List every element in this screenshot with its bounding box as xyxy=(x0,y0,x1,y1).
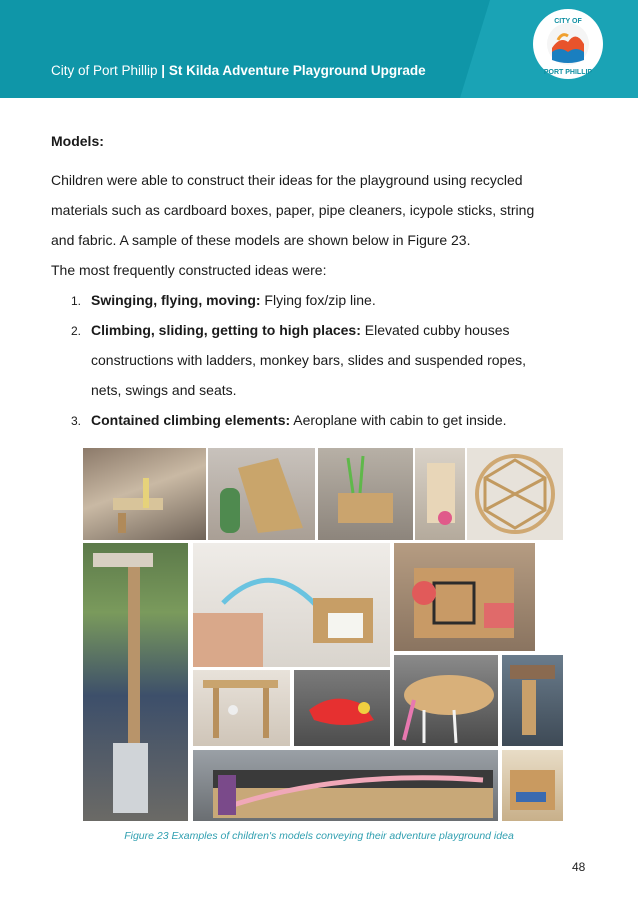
header-title xyxy=(51,63,426,78)
model-photo-2 xyxy=(208,448,315,540)
list-item-2-cont-1: constructions with ladders, monkey bars, slides and suspended ropes, xyxy=(91,352,527,368)
model-photo-8 xyxy=(394,543,535,651)
list-item-1-text: Flying fox/zip line. xyxy=(260,292,376,308)
paragraph-line-2: materials such as cardboard boxes, paper, pipe cleaners, icypole sticks, string xyxy=(51,202,535,218)
list-item-1-bold: Swinging, flying, moving: xyxy=(91,292,261,308)
list-item-3-text: Aeroplane with cabin to get inside. xyxy=(290,412,507,428)
list-number-3: 3. xyxy=(71,414,82,428)
list-item-3-bold: Contained climbing elements: xyxy=(91,412,291,428)
figure-caption: Figure 23 Examples of children's models conveying their adventure playground idea xyxy=(124,830,514,842)
list-item-3 xyxy=(91,412,507,428)
paragraph-line-1: Children were able to construct their ideas for the playground using recycled xyxy=(51,172,523,188)
model-photo-4 xyxy=(415,448,465,540)
page-header xyxy=(0,0,638,98)
model-photo-5 xyxy=(467,448,563,540)
list-item-2-cont-2: nets, swings and seats. xyxy=(91,382,237,398)
model-photo-6 xyxy=(83,543,188,821)
model-photo-7 xyxy=(193,543,390,667)
list-number-2: 2. xyxy=(71,324,82,338)
model-photo-12 xyxy=(502,655,563,746)
list-item-2-bold: Climbing, sliding, getting to high places: xyxy=(91,322,361,338)
list-item-2 xyxy=(91,322,510,338)
header-separator: | xyxy=(157,63,169,78)
list-item-1 xyxy=(91,292,376,308)
model-photo-3 xyxy=(318,448,413,540)
paragraph-line-4: The most frequently constructed ideas were: xyxy=(51,262,327,278)
model-photo-1 xyxy=(83,448,206,540)
paragraph-line-3: and fabric. A sample of these models are shown below in Figure 23. xyxy=(51,232,471,248)
page-number: 48 xyxy=(572,860,586,874)
model-photo-10 xyxy=(294,670,390,746)
model-photo-14 xyxy=(502,750,563,821)
header-org: City of Port Phillip xyxy=(51,63,158,78)
city-logo-icon xyxy=(532,8,604,80)
section-heading: Models: xyxy=(51,133,104,149)
list-item-2-text: Elevated cubby houses xyxy=(360,322,510,338)
logo-text-top: CITY OF xyxy=(554,18,582,25)
header-project: St Kilda Adventure Playground Upgrade xyxy=(168,63,426,78)
list-number-1: 1. xyxy=(71,294,82,308)
logo-text-bottom: PORT PHILLIP xyxy=(543,69,593,76)
model-photo-9 xyxy=(193,670,290,746)
model-photo-13 xyxy=(193,750,498,821)
model-photo-11 xyxy=(394,655,498,746)
